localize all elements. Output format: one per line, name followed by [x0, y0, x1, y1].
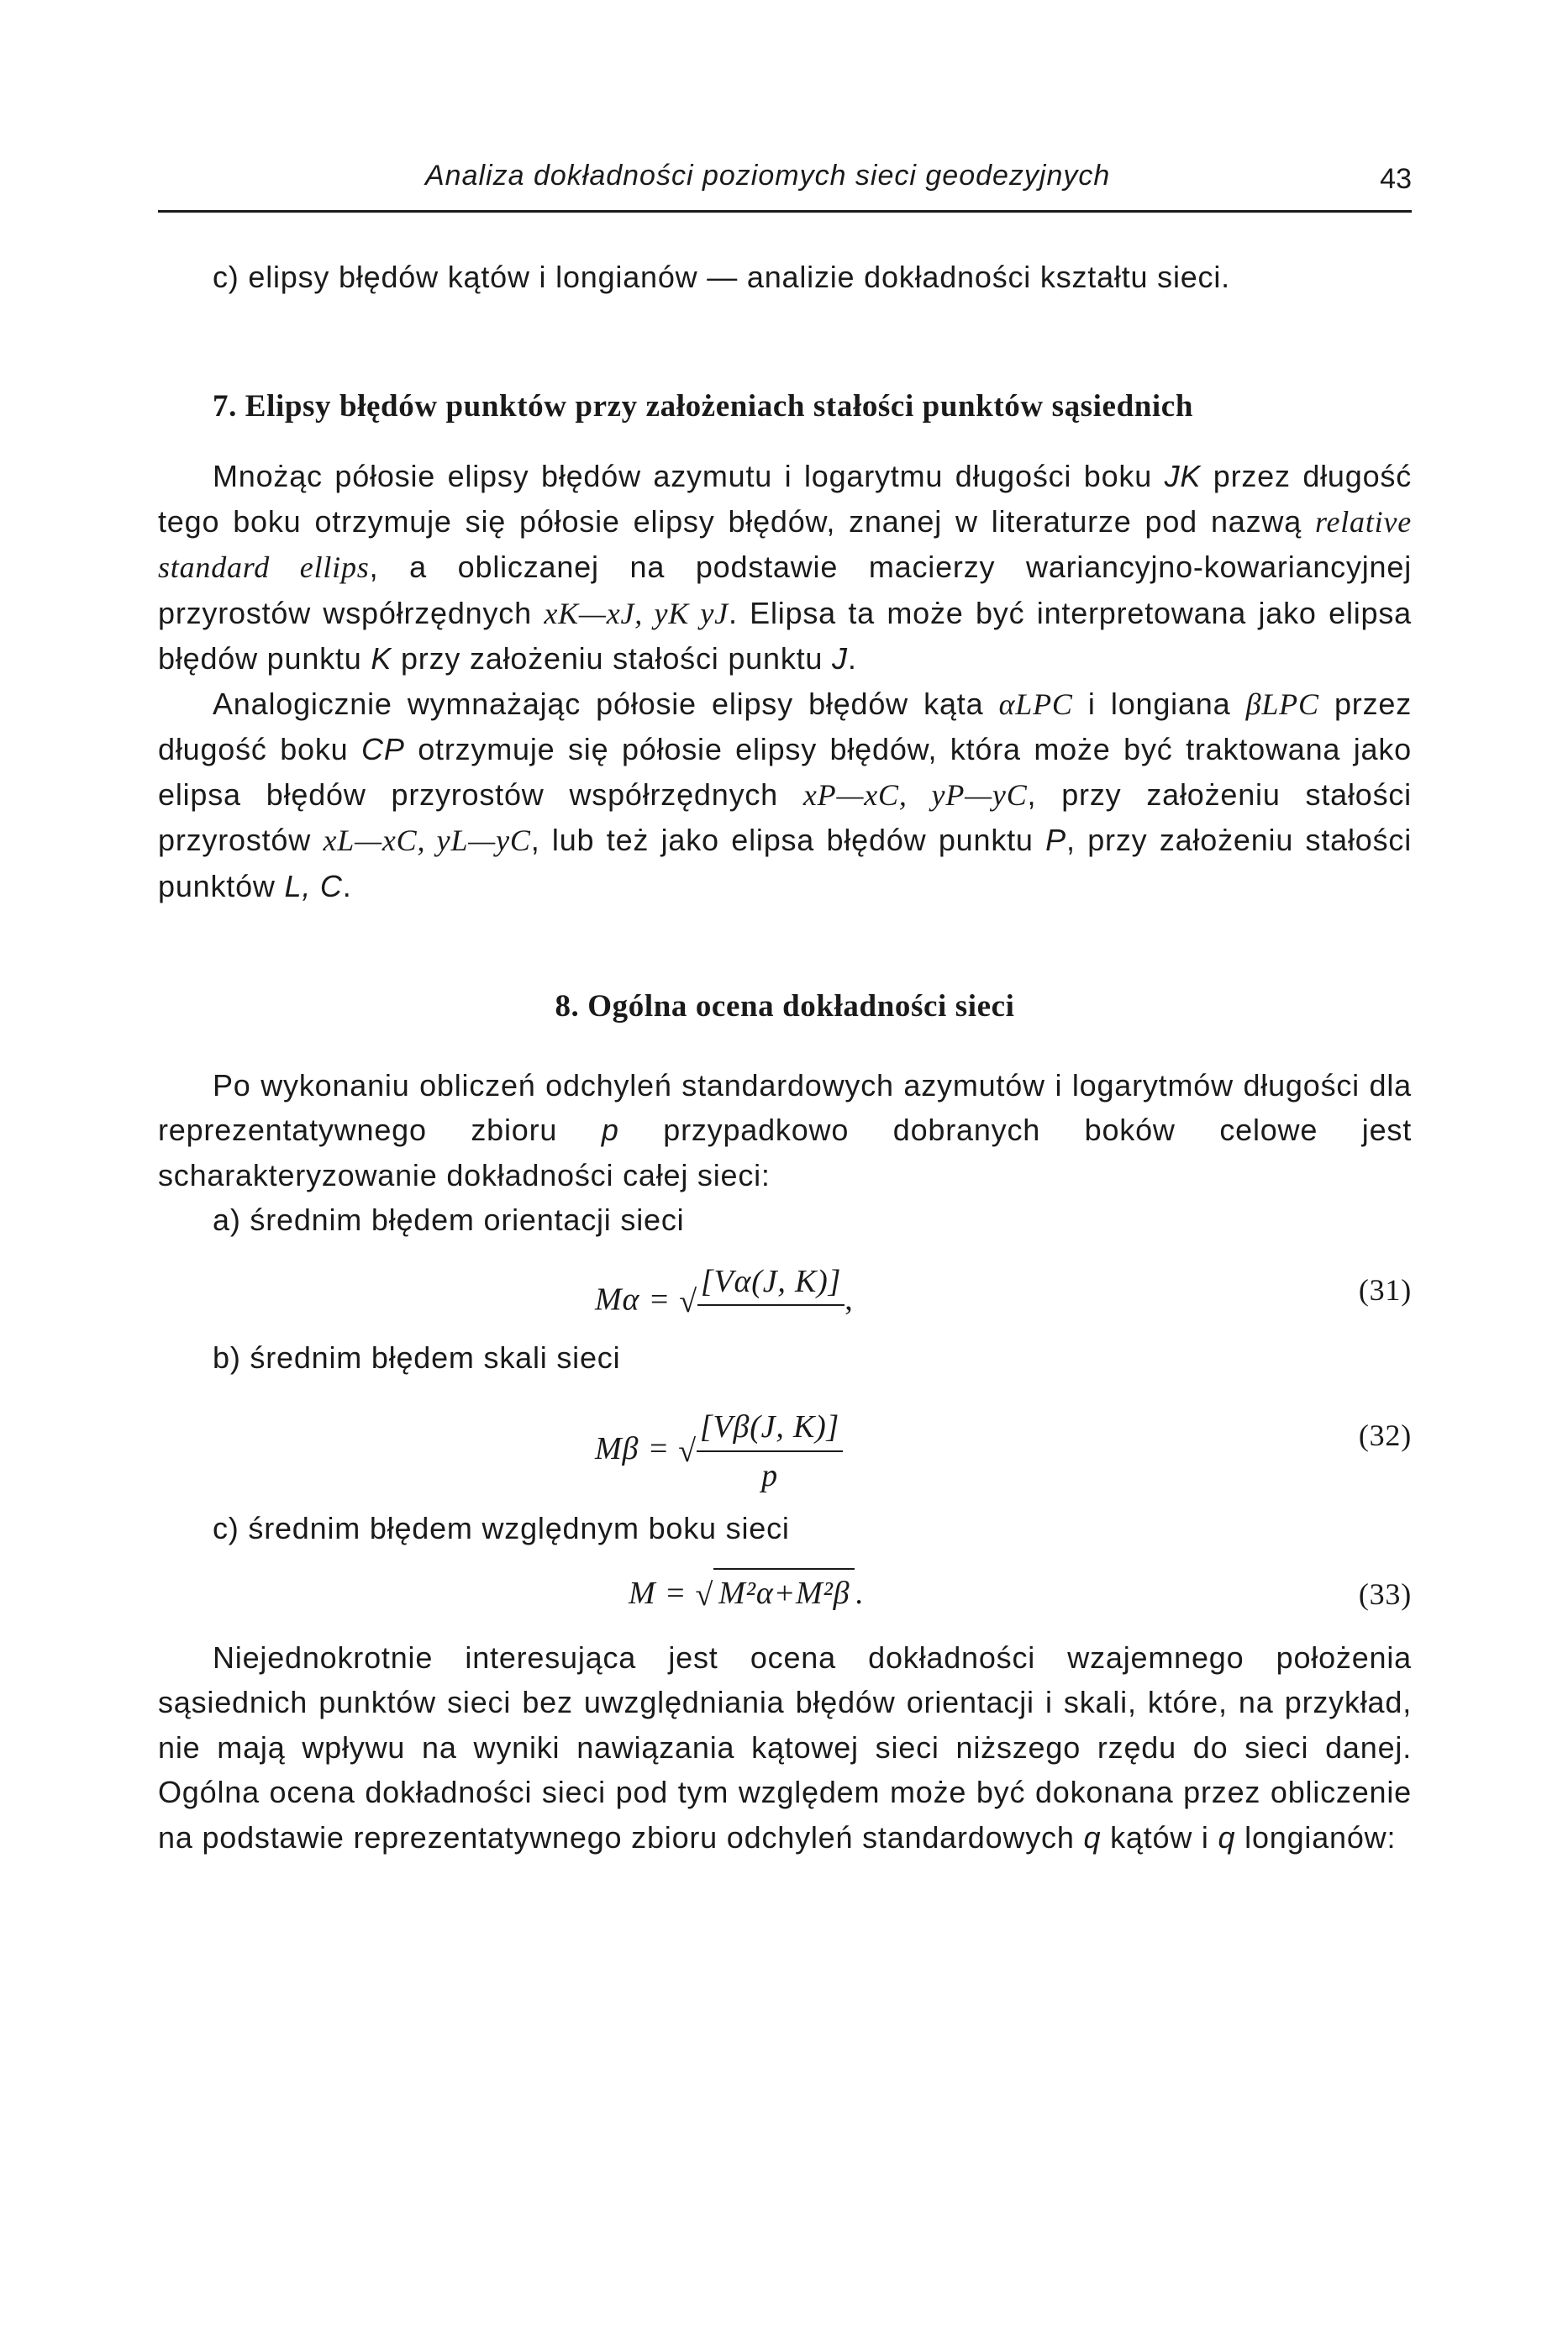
formula-31-trail: , — [845, 1281, 854, 1317]
formula-32-denominator: p — [697, 1450, 843, 1499]
symbol-k: K — [371, 641, 392, 676]
expr-coordinate-increments: xK—xJ, yK yJ — [544, 596, 729, 630]
section-8-paragraph-1 — [158, 1063, 1412, 1198]
text-run: otrzymuje się półosie elipsy błędów, która może być traktowana jako elipsa błędów przyrostów współrzędnych — [158, 732, 1412, 812]
text-run: Mnożąc półosie elipsy błędów azymutu i logarytmu długości boku — [213, 459, 1165, 493]
running-title: Analiza dokładności poziomych sieci geodezyjnych — [425, 160, 1111, 192]
formula-32-lhs: Mβ = — [595, 1431, 670, 1467]
equation-number-31: (31) — [1358, 1272, 1412, 1307]
text-run: przypadkowo dobranych boków celowe jest scharakteryzowanie dokładności całej sieci: — [158, 1113, 1412, 1192]
expr-increments-p-c: xP—xC, yP—yC — [802, 777, 1028, 812]
formula-33-lhs: M = — [629, 1575, 687, 1611]
text-run: Niejednokrotnie interesująca jest ocena dokładności wzajemnego położenia sąsiednich punktów sieci bez uwzględniania błędów orientacji i skali, które, na przykład, nie mają wpływu na wyniki nawiązania kątowej sieci niższego rzędu do sieci danej. Ogólna ocena dokładności sieci pod tym względem może być dokonana przez obliczenie na podstawie reprezentatywnego zbioru odchyleń standardowych — [158, 1640, 1412, 1855]
equation-number-33: (33) — [1358, 1576, 1412, 1611]
text-run: Analogicznie wymnażając półosie elipsy błędów kąta — [213, 686, 999, 721]
formula-32-fraction — [697, 1405, 843, 1498]
running-header — [158, 160, 1412, 213]
text-run: i longiana — [1072, 686, 1246, 721]
item-b: b) średnim błędem skali sieci — [213, 1340, 621, 1375]
formula-33-radicand: M²α+M²β — [713, 1568, 855, 1617]
section-7-paragraph-1 — [158, 454, 1412, 682]
text-run: , a obliczanej na podstawie macierzy wariancyjno-kowariancyjnej przyrostów współrzędnych — [158, 550, 1413, 630]
symbol-q: q — [1218, 1819, 1236, 1855]
page-number: 43 — [1380, 163, 1412, 195]
formula-31 — [595, 1260, 854, 1345]
section-8-paragraph-2 — [158, 1635, 1412, 1861]
symbol-beta-lpc: βLPC — [1245, 687, 1319, 721]
radical-sign: √ — [678, 1433, 697, 1469]
item-c: c) średnim błędem względnym boku sieci — [213, 1511, 790, 1545]
symbol-p-count: p — [601, 1113, 619, 1147]
symbol-p: P — [1045, 823, 1066, 857]
symbol-j: J — [832, 641, 848, 676]
term-relative-standard-ellips: relative standard ellips — [158, 504, 1412, 584]
text-run: przez długość boku — [158, 686, 1413, 766]
paragraph-c: c) elipsy błędów kątów i longianów — analizie dokładności kształtu sieci. — [213, 260, 1230, 294]
text-run: kątów i — [1101, 1819, 1218, 1855]
formula-31-denominator — [697, 1304, 845, 1345]
text-run: Po wykonaniu obliczeń odchyleń standardowych azymutów i logarytmów długości dla reprezentatywnego zbioru — [158, 1067, 1412, 1147]
section-7-paragraph-2 — [158, 682, 1412, 909]
radical-sign: √ — [679, 1283, 697, 1319]
symbol-jk: JK — [1164, 459, 1202, 493]
formula-32 — [595, 1405, 843, 1498]
text-run: przez długość tego boku otrzymuje się półosie elipsy błędów, znanej w literaturze pod nazwą — [158, 459, 1412, 539]
text-run: , lub też jako elipsa błędów punktu — [530, 823, 1046, 857]
radical-sign: √ — [695, 1577, 714, 1613]
formula-31-lhs: Mα = — [595, 1281, 671, 1317]
text-run: , przy założeniu stałości punktów — [158, 823, 1412, 903]
formula-32-row — [158, 1380, 1412, 1506]
formula-33-trail: . — [855, 1575, 864, 1611]
text-run: . — [342, 868, 352, 903]
formula-32-numerator: [Vβ(J, K)] — [699, 1409, 840, 1445]
text-run: . Elipsa ta może być interpretowana jako elipsa błędów punktu — [158, 595, 1412, 676]
section-7-heading: 7. Elipsy błędów punktów przy założeniach stałości punktów sąsiednich — [213, 388, 1194, 424]
symbol-l-c: L, C — [284, 868, 343, 903]
section-8-heading: 8. Ogólna ocena dokładności sieci — [555, 989, 1015, 1024]
formula-33-row — [158, 1551, 1412, 1635]
symbol-q: q — [1083, 1819, 1102, 1855]
formula-31-row — [158, 1243, 1412, 1335]
item-a: a) średnim błędem orientacji sieci — [213, 1203, 685, 1237]
text-run: przy założeniu stałości punktu — [392, 641, 833, 676]
text-run: . — [847, 641, 857, 676]
formula-31-fraction — [697, 1260, 845, 1345]
page — [158, 160, 1412, 1860]
body-text — [158, 255, 1412, 1860]
text-run: longianów: — [1235, 1819, 1397, 1855]
formula-33 — [629, 1568, 864, 1619]
symbol-alpha-lpc: αLPC — [998, 687, 1073, 721]
expr-increments-l-c: xL—xC, yL—yC — [323, 824, 531, 857]
equation-number-32: (32) — [1358, 1419, 1412, 1452]
symbol-cp: CP — [361, 732, 405, 766]
text-run: , przy założeniu stałości przyrostów — [158, 776, 1412, 857]
formula-31-numerator: [Vα(J, K)] — [700, 1263, 842, 1299]
